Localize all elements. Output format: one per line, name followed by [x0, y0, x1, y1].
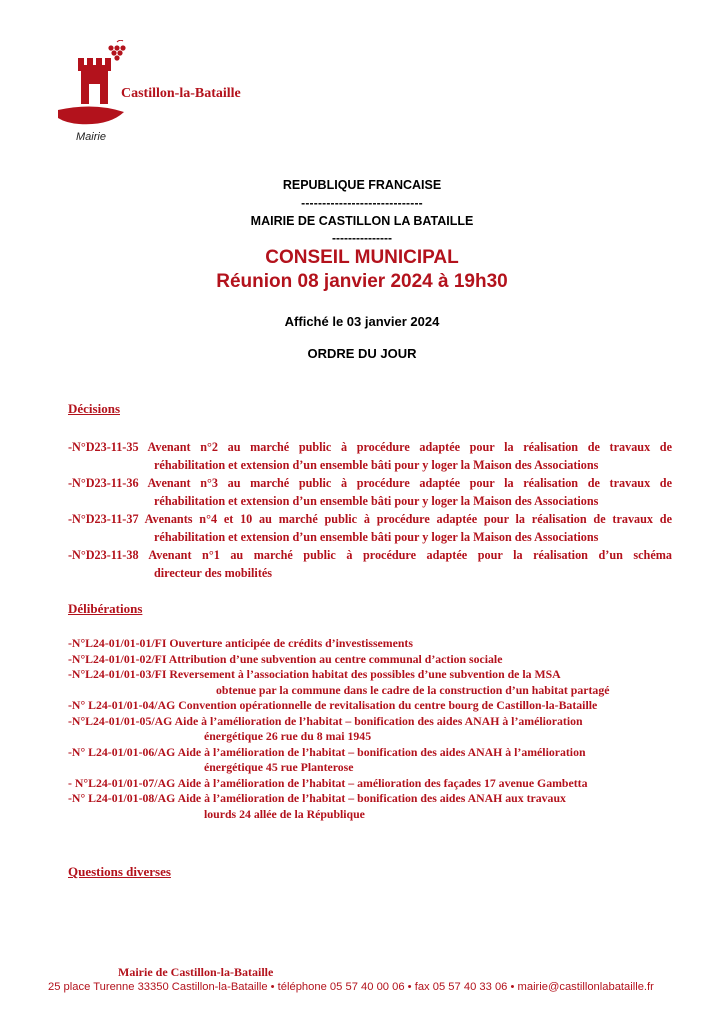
- decision-line1: -N°D23-11-37 Avenants n°4 et 10 au marché public à procédure adaptée pour la réalisation de travaux de: [68, 512, 672, 526]
- decision-line2: réhabilitation et extension d’un ensemble bâti pour y loger la Maison des Associations: [154, 530, 599, 544]
- list-item: [68, 667, 678, 698]
- decision-line1: -N°D23-11-35 Avenant n°2 au marché public à procédure adaptée pour la réalisation de travaux de: [68, 440, 672, 454]
- list-item: [68, 652, 678, 668]
- list-item: [68, 776, 678, 792]
- deliberation-line2: lourds 24 allée de la République: [204, 806, 365, 821]
- deliberation-line1: -N° L24-01/01-04/AG Convention opérationnelle de revitalisation du centre bourg de Castillon-la-Bataille: [68, 698, 598, 712]
- list-item: [68, 546, 672, 582]
- separator-2: ---------------: [332, 231, 392, 245]
- decision-line1: -N°D23-11-36 Avenant n°3 au marché public à procédure adaptée pour la réalisation de travaux de: [68, 476, 672, 490]
- deliberation-line1: -N°L24-01/01-01/FI Ouverture anticipée de crédits d’investissements: [68, 636, 413, 650]
- grapes-icon: [108, 40, 125, 60]
- deliberations-list: [68, 636, 678, 822]
- decisions-list: [68, 438, 672, 582]
- deliberation-line2: énergétique 45 rue Planterose: [204, 760, 354, 774]
- separator-1: -----------------------------: [301, 196, 423, 210]
- meeting-date: Réunion 08 janvier 2024 à 19h30: [216, 271, 508, 292]
- river-swoosh: [58, 106, 124, 124]
- posted-date: Affiché le 03 janvier 2024: [284, 314, 440, 329]
- decision-line1: -N°D23-11-38 Avenant n°1 au marché public à procédure adaptée pour la réalisation d’un schéma: [68, 548, 672, 562]
- footer-name: Mairie de Castillon-la-Bataille: [118, 965, 274, 979]
- deliberation-line1: -N°L24-01/01-05/AG Aide à l’amélioration de l’habitat – bonification des aides ANAH à l’amélioration: [68, 713, 583, 728]
- document-title: CONSEIL MUNICIPAL: [265, 247, 459, 268]
- logo-subtitle: Mairie: [76, 131, 106, 143]
- deliberation-line2: obtenue par la commune dans le cadre de la construction d’un habitat partagé: [216, 682, 610, 697]
- footer-address: 25 place Turenne 33350 Castillon-la-Bataille • téléphone 05 57 40 00 06 • fax 05 57 40 33 06 • mairie@castillonlabataille.fr: [48, 981, 654, 993]
- list-item: [68, 745, 678, 776]
- list-item: [68, 636, 678, 652]
- tower-icon: [78, 58, 111, 104]
- deliberations-heading: Délibérations: [68, 601, 143, 616]
- decision-line2: réhabilitation et extension d’un ensemble bâti pour y loger la Maison des Associations: [154, 458, 599, 472]
- agenda-heading: ORDRE DU JOUR: [307, 346, 417, 361]
- misc-heading: Questions diverses: [68, 864, 171, 879]
- republic-heading: REPUBLIQUE FRANCAISE: [282, 178, 442, 192]
- decision-line2: réhabilitation et extension d’un ensemble bâti pour y loger la Maison des Associations: [154, 494, 599, 508]
- list-item: [68, 438, 672, 474]
- list-item: [68, 698, 678, 714]
- decisions-heading: Décisions: [68, 401, 120, 416]
- list-item: [68, 510, 672, 546]
- list-item: [68, 474, 672, 510]
- deliberation-line1: -N°L24-01/01-03/FI Reversement à l’association habitat des possibles d’une subvention de la MSA: [68, 667, 561, 681]
- decision-line2: directeur des mobilités: [154, 566, 273, 580]
- deliberation-line1: - N°L24-01/01-07/AG Aide à l’amélioration de l’habitat – amélioration des façades 17 avenue Gambetta: [68, 775, 588, 790]
- mairie-heading: MAIRIE DE CASTILLON LA BATAILLE: [250, 214, 474, 228]
- deliberation-line2: énergétique 26 rue du 8 mai 1945: [204, 729, 372, 743]
- list-item: [68, 714, 678, 745]
- deliberation-line1: -N° L24-01/01-08/AG Aide à l’amélioration de l’habitat – bonification des aides ANAH aux travaux: [68, 791, 566, 805]
- logo-name: Castillon-la-Bataille: [121, 86, 241, 101]
- deliberation-line1: -N° L24-01/01-06/AG Aide à l’amélioration de l’habitat – bonification des aides ANAH à l’amélioration: [68, 744, 586, 759]
- deliberation-line1: -N°L24-01/01-02/FI Attribution d’une subvention au centre communal d’action sociale: [68, 651, 503, 666]
- list-item: [68, 791, 678, 822]
